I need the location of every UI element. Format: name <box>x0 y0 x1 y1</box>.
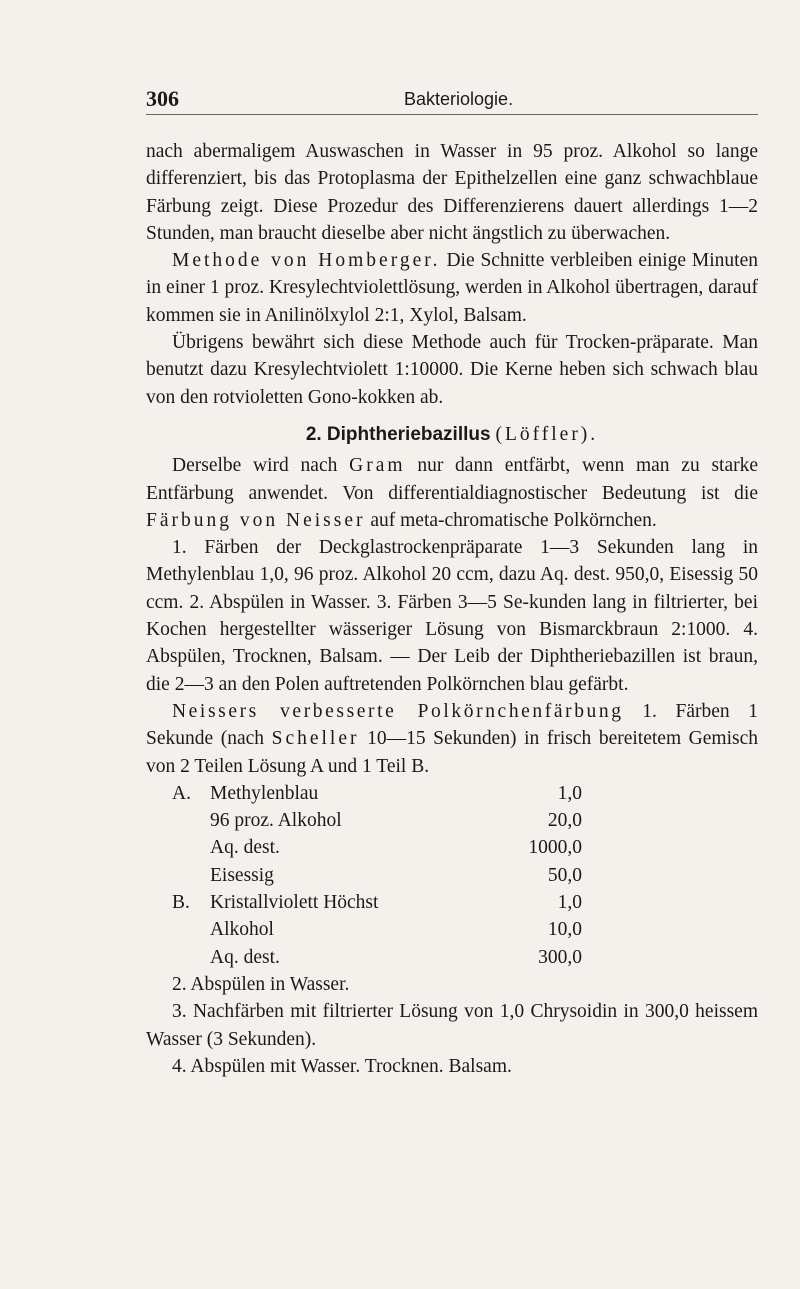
step-2: 2. Abspülen in Wasser. <box>172 973 350 995</box>
recipe-table <box>172 780 582 971</box>
recipe-item: 96 proz. Alkohol <box>210 810 342 832</box>
paragraph-differentiation: nach abermaligem Auswaschen in Wasser in 95 proz. Alkohol so lange differenziert, bis das Protoplasma der Epithelzellen eine ganz schwachblaue Färbung zeigt. Diese Prozedur des Differenzierens dauert allerdings 1—2 Stunden, man braucht dieselbe aber nicht ängstlich zu überwachen. <box>146 141 758 244</box>
recipe-row <box>172 780 582 807</box>
recipe-amount: 1,0 <box>557 892 582 914</box>
paragraph-homberger-method <box>146 247 758 329</box>
name-gram: Gram <box>349 455 406 477</box>
section-heading <box>146 421 758 448</box>
recipe-row <box>172 944 582 971</box>
text-run: nur dann entfärbt, wenn man zu starke Entfärbung anwendet. Von differentialdiagnostischer Bedeutung ist die <box>146 455 759 504</box>
text-run: Derselbe wird nach <box>172 455 338 477</box>
recipe-item: Alkohol <box>210 919 274 941</box>
page-header <box>0 86 800 116</box>
text-run: 10—15 Sekunden) in frisch bereitetem Gemisch von 2 Teilen Lösung A und 1 Teil B. <box>146 728 758 777</box>
recipe-amount: 50,0 <box>547 864 582 886</box>
recipe-amount: 1000,0 <box>528 837 582 859</box>
recipe-item: Aq. dest. <box>210 837 280 859</box>
recipe-label: A. <box>172 782 191 804</box>
recipe-item: Methylenblau <box>210 782 319 804</box>
homberger-text: Die Schnitte verbleiben einige Minuten in einer 1 proz. Kresylechtviolettlösung, werden in Alkohol übertragen, darauf kommen sie in Anilinölxylol 2:1, Xylol, Balsam. <box>146 250 759 326</box>
text-run: auf meta-chromatische Polkörnchen. <box>370 509 657 531</box>
recipe-item: Eisessig <box>210 864 274 886</box>
method-name-homberger: Methode von Homberger. <box>172 250 441 272</box>
section-title: 2. Diphtheriebazillus <box>305 423 491 445</box>
recipe-item: Aq. dest. <box>210 946 280 968</box>
text-run: 1. Färben 1 Sekunde (nach <box>146 700 759 750</box>
recipe-label <box>172 834 210 861</box>
recipe-row <box>172 807 582 834</box>
recipe-label <box>172 916 210 943</box>
recipe-row <box>172 834 582 861</box>
paragraph-polar-body-staining <box>146 698 758 780</box>
recipe-label: B. <box>172 892 190 914</box>
step-3: 3. Nachfärben mit filtrierter Lösung von 1,0 Chrysoidin in 300,0 heissem Wasser (3 Sekunden). <box>146 1001 758 1050</box>
recipe-label <box>172 862 210 889</box>
recipe-label <box>172 807 210 834</box>
name-neisser-staining: Färbung von Neisser <box>146 509 366 531</box>
recipe-row <box>172 889 582 916</box>
recipe-label <box>172 944 210 971</box>
paragraph-dry-preparations: Übrigens bewährt sich diese Methode auch für Trocken-präparate. Man benutzt dazu Kresylechtviolett 1:10000. Die Kerne heben sich schwach blau von den rotvioletten Gono-kokken ab. <box>146 332 758 408</box>
running-head: Bakteriologie. <box>404 89 514 109</box>
page-body <box>146 138 758 1080</box>
recipe-amount: 10,0 <box>547 919 582 941</box>
header-rule <box>146 114 758 115</box>
name-scheller: Scheller <box>271 728 360 750</box>
recipe-amount: 300,0 <box>538 946 582 968</box>
recipe-amount: 1,0 <box>557 782 582 804</box>
recipe-item: Kristallviolett Höchst <box>210 892 379 914</box>
step-4: 4. Abspülen mit Wasser. Trocknen. Balsam. <box>172 1055 512 1077</box>
recipe-row <box>172 916 582 943</box>
paragraph-staining-steps: 1. Färben der Deckglastrockenpräparate 1—3 Sekunden lang in Methylenblau 1,0, 96 proz. Alkohol 20 ccm, dazu Aq. dest. 950,0, Eisessig 50 ccm. 2. Abspülen in Wasser. 3. Färben 3—5 Se-kunden lang in filtrierter, bei Kochen hergestellter wässeriger Lösung von Bismarckbraun 2:1000. 4. Abspülen, Trocknen, Balsam. — Der Leib der Diphtheriebazillen ist braun, die 2—3 an den Polen auftretenden Polkörnchen blau gefärbt. <box>146 537 758 695</box>
page-number: 306 <box>146 86 179 111</box>
paragraph-gram-neisser <box>146 452 758 534</box>
recipe-amount: 20,0 <box>547 810 582 832</box>
recipe-row <box>172 862 582 889</box>
method-name-neisser: Neissers verbesserte Polkörnchenfärbung <box>172 700 624 722</box>
section-author: (Löffler). <box>495 423 599 445</box>
